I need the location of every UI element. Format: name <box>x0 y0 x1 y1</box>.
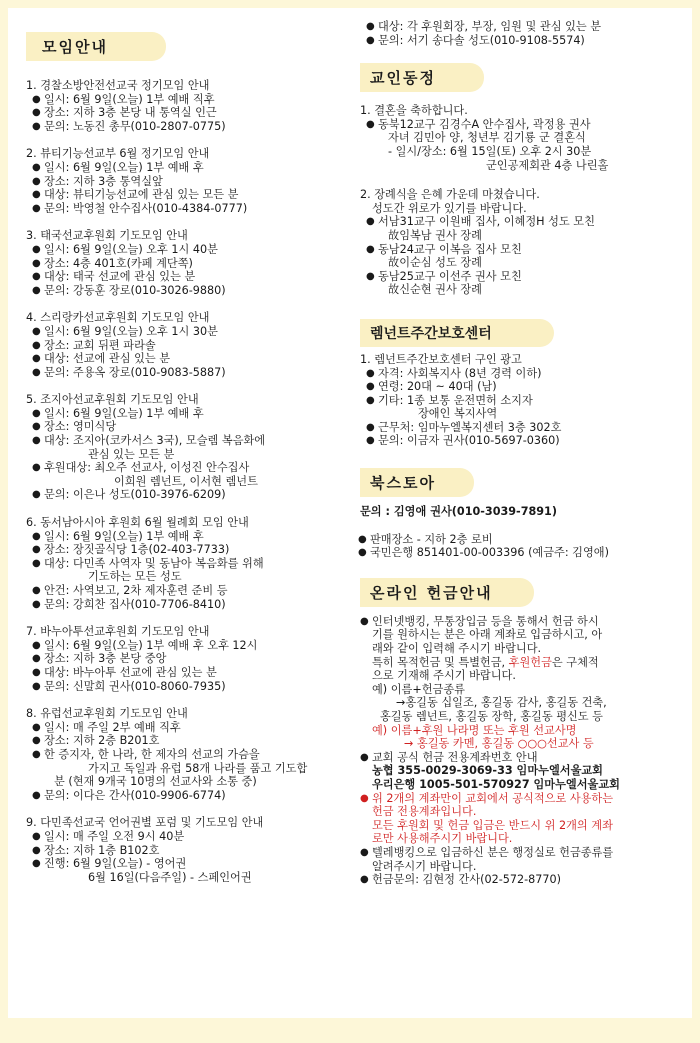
meeting-continued <box>360 20 688 47</box>
meeting-line: ● 일시: 6월 9일(오늘) 오후 1시 30분 <box>44 325 348 339</box>
meeting-head: 6. 동서남아시아 후원회 6월 월례회 모임 안내 <box>26 516 249 530</box>
meeting-line: 기도하는 모든 성도 <box>88 570 182 584</box>
meeting-line: ● 장소: 지하 3층 통역실앞 <box>44 175 348 189</box>
meeting-head: 5. 조지아선교후원회 기도모임 안내 <box>26 393 199 407</box>
meeting-section-title: 모임안내 <box>26 32 166 61</box>
meeting-line: 이희원 렘넌트, 이서현 렘넌트 <box>114 474 258 488</box>
meeting-head: 2. 뷰티기능선교부 6월 정기모임 안내 <box>26 147 210 161</box>
bookstore-account: ● 국민은행 851401-00-003396 (예금주: 김영애) <box>370 546 688 560</box>
meeting-line: ● 문의: 이다은 간사(010-9906-6774) <box>44 789 348 803</box>
funeral-notice <box>360 188 688 297</box>
wedding-venue: 군인공제회관 4층 나린홀 <box>486 158 609 172</box>
meeting-line: 관심 있는 모든 분 <box>88 447 175 461</box>
meeting-item <box>26 816 348 884</box>
bookstore-info <box>360 505 688 560</box>
offering-example: →홍길동 십일조, 홍길동 감사, 홍길동 건축, <box>396 696 607 710</box>
meeting-line: ● 장소: 영미식당 <box>44 420 348 434</box>
telebanking-note: 알려주시기 바랍니다. <box>372 859 477 873</box>
meeting-line: ● 장소: 장짓골식당 1층(02-403-7733) <box>44 543 348 557</box>
offering-contact: ● 헌금문의: 김현정 간사(02-572-8770) <box>372 873 688 887</box>
offering-text: 특히 목적헌금 및 특별헌금, <box>372 655 509 669</box>
meeting-item <box>26 393 348 502</box>
offering-example: → 홍길동 카멘, 홍길동 ○○○선교사 등 <box>404 737 594 751</box>
meeting-line: ● 진행: 6월 9일(오늘) - 영어권 <box>44 857 348 871</box>
remnant-line: ● 연령: 20대 ~ 40대 (남) <box>378 380 688 394</box>
offering-text: 은 구체적 <box>551 655 599 669</box>
meeting-line: ● 한 증지자, 한 나라, 한 제자의 선교의 가슴을 <box>44 748 348 762</box>
meeting-head: 4. 스리랑카선교후원회 기도모임 안내 <box>26 311 210 325</box>
remnant-line: ● 근무처: 임마누엘복지센터 3층 302호 <box>378 421 688 435</box>
account-nh: 농협 355-0029-3069-33 임마누엘서울교회 <box>372 764 603 778</box>
offering-warning: 로만 사용해주시기 바랍니다. <box>372 832 513 846</box>
online-offering-info <box>360 615 688 887</box>
meeting-line: ● 일시: 6월 9일(오늘) 1부 예배 후 <box>44 407 348 421</box>
meeting-line: ● 문의: 주용옥 장로(010-9083-5887) <box>44 366 348 380</box>
meeting-line: ● 대상: 선교에 관심 있는 분 <box>44 352 348 366</box>
meeting-head: 8. 유럽선교후원회 기도모임 안내 <box>26 707 188 721</box>
wedding-line: 자녀 김민아 양, 청년부 김기룡 군 결혼식 <box>388 131 586 145</box>
funeral-line: 故신순현 권사 장례 <box>388 283 482 297</box>
meeting-line: ● 장소: 지하 3층 본당 중앙 <box>44 652 348 666</box>
bookstore-contact: 문의 : 김영애 권사(010-3039-7891) <box>360 505 557 519</box>
meeting-line: 가지고 독일과 유럽 58개 나라를 품고 기도합 <box>88 761 308 775</box>
meeting-line: ● 후원대상: 최오주 선교사, 이성진 안수집사 <box>44 461 348 475</box>
meeting-line: ● 일시: 6월 9일(오늘) 1부 예배 후 오후 12시 <box>44 639 348 653</box>
meeting-line: ● 일시: 6월 9일(오늘) 1부 예배 후 <box>44 161 348 175</box>
church-news-title: 교인동정 <box>360 63 484 92</box>
meeting-line: ● 일시: 매 주일 오전 9시 40분 <box>44 830 348 844</box>
remnant-head: 1. 렘넌트주간보호센터 구인 광고 <box>360 352 522 366</box>
meeting-item <box>26 311 348 379</box>
meeting-item <box>26 625 348 693</box>
online-offering-title: 온라인 헌금안내 <box>360 578 534 607</box>
funeral-head: 성도간 위로가 있기를 바랍니다. <box>372 201 527 215</box>
wedding-line: ● 동북12교구 김경수A 안수집사, 곽정용 권사 <box>378 118 688 132</box>
remnant-line: ● 문의: 이금자 권사(010-5697-0360) <box>378 434 688 448</box>
funeral-line: 故임복남 권사 장례 <box>388 228 482 242</box>
meeting-line: ● 문의: 박영철 안수집사(010-4384-0777) <box>44 202 348 216</box>
funeral-line: ● 서남31교구 이원배 집사, 이혜정H 성도 모친 <box>378 215 688 229</box>
meeting-line: ● 문의: 노동진 총무(010-2807-0775) <box>44 120 348 134</box>
account-woori: 우리은행 1005-501-570927 임마누엘서울교회 <box>372 777 620 791</box>
offering-example: 예) 이름+후원 나라명 또는 후원 선교사명 <box>372 723 577 737</box>
meeting-item <box>26 707 348 802</box>
remnant-center-title: 렘넌트주간보호센터 <box>360 319 554 347</box>
right-column <box>360 20 688 887</box>
left-column <box>26 32 348 884</box>
wedding-head: 1. 결혼을 축하합니다. <box>360 104 468 118</box>
meeting-line: ● 일시: 6월 9일(오늘) 1부 예배 후 <box>44 530 348 544</box>
bookstore-title: 북스토아 <box>360 468 474 497</box>
offering-example: 홍길동 렘넌트, 홍길동 장학, 홍길동 평신도 등 <box>380 710 603 723</box>
meeting-line: ● 대상: 다민족 사역자 및 동남아 복음화를 위해 <box>44 557 348 571</box>
meeting-line: ● 문의: 이은나 성도(010-3976-6209) <box>44 488 348 502</box>
meeting-item <box>26 147 348 215</box>
meeting-head: 7. 바누아투선교후원회 기도모임 안내 <box>26 625 210 639</box>
offering-warning: 헌금 전용계좌입니다. <box>372 805 477 819</box>
meeting-line: ● 일시: 6월 9일(오늘) 1부 예배 직후 <box>44 93 348 107</box>
remnant-line: ● 자격: 사회복지사 (8년 경력 이하) <box>378 367 688 381</box>
meeting-line: ● 대상: 바누아투 선교에 관심 있는 분 <box>44 666 348 680</box>
funeral-line: 故이순심 성도 장례 <box>388 256 482 270</box>
funeral-head: 2. 장례식을 은혜 가운데 마쳤습니다. <box>360 188 540 202</box>
meeting-item <box>26 229 348 297</box>
wedding-notice <box>360 104 688 172</box>
offering-line: 기를 원하시는 분은 아래 계좌로 입금하시고, 아 <box>372 628 603 642</box>
meeting-line: ● 일시: 매 주일 2부 예배 직후 <box>44 721 348 735</box>
meeting-head: 9. 다민족선교국 언어권별 포럼 및 기도모임 안내 <box>26 816 264 830</box>
meeting-line: ● 대상: 태국 선교에 관심 있는 분 <box>44 270 348 284</box>
remnant-line: 장애인 복지사역 <box>418 407 498 421</box>
offering-line: ● 인터넷뱅킹, 무통장입금 등을 통해서 헌금 하시 <box>372 615 688 629</box>
meeting-line: 분 (현재 9개국 10명의 선교사와 소통 중) <box>54 775 257 789</box>
meeting-head: 3. 태국선교후원회 기도모임 안내 <box>26 229 188 243</box>
wedding-schedule: - 일시/장소: 6월 15일(토) 오후 2시 30분 <box>388 144 592 158</box>
meeting-line: ● 대상: 조지아(코카서스 3국), 모슬렘 복음화에 <box>44 434 348 448</box>
meeting-line: ● 장소: 교회 뒤편 파라솔 <box>44 339 348 353</box>
funeral-line: ● 동남24교구 이복음 집사 모친 <box>378 243 688 257</box>
offering-line <box>360 656 688 670</box>
meeting-head: 1. 경찰소방안전선교국 정기모임 안내 <box>26 79 210 92</box>
remnant-line: ● 기타: 1종 보통 운전면허 소지자 <box>378 394 688 408</box>
meeting-item <box>26 79 348 133</box>
offering-warning: 모든 후원회 및 헌금 입금은 반드시 위 2개의 계좌 <box>372 818 613 832</box>
meeting-line: ● 장소: 지하 3층 본당 내 통역실 인근 <box>44 106 348 120</box>
meeting-line: ● 장소: 지하 1층 B102호 <box>44 844 348 858</box>
meeting-line: ● 문의: 강희찬 집사(010-7706-8410) <box>44 598 348 612</box>
offering-warning: ● 위 2개의 계좌만이 교회에서 공식적으로 사용하는 <box>372 792 688 806</box>
meeting-line: ● 일시: 6월 9일(오늘) 오후 1시 40분 <box>44 243 348 257</box>
meeting-item <box>26 516 348 611</box>
meeting-contact: ● 문의: 서기 송다솔 성도(010-9108-5574) <box>378 34 688 48</box>
telebanking-note: ● 텔레뱅킹으로 입금하신 분은 행정실로 헌금종류를 <box>372 846 688 860</box>
meeting-line: ● 문의: 강동훈 장로(010-3026-9880) <box>44 284 348 298</box>
funeral-line: ● 동남25교구 이선주 권사 모친 <box>378 270 688 284</box>
meeting-line: ● 문의: 신말희 권사(010-8060-7935) <box>44 680 348 694</box>
remnant-notice <box>360 353 688 448</box>
meeting-line: 6월 16일(다음주일) - 스페인어권 <box>88 870 252 884</box>
meeting-line: ● 대상: 뷰티기능선교에 관심 있는 모든 분 <box>44 188 348 202</box>
meeting-line: ● 장소: 지하 2층 B201호 <box>44 734 348 748</box>
offering-line: 래와 같이 입력해 주시기 바랍니다. <box>372 642 542 656</box>
offering-highlight: 후원헌금 <box>508 655 552 669</box>
bulletin-page <box>8 8 692 1018</box>
account-head: ● 교회 공식 헌금 전용계좌번호 안내 <box>372 751 688 765</box>
meeting-target: ● 대상: 각 후원회장, 부장, 임원 및 관심 있는 분 <box>378 20 688 34</box>
offering-line: 으로 기재해 주시기 바랍니다. <box>372 669 516 683</box>
bookstore-line: ● 판매장소 - 지하 2층 로비 <box>370 533 688 547</box>
offering-example: 예) 이름+헌금종류 <box>372 682 465 696</box>
meeting-line: ● 안건: 사역보고, 2차 제자훈련 준비 등 <box>44 584 348 598</box>
meeting-line: ● 장소: 4층 401호(카페 계단쪽) <box>44 257 348 271</box>
